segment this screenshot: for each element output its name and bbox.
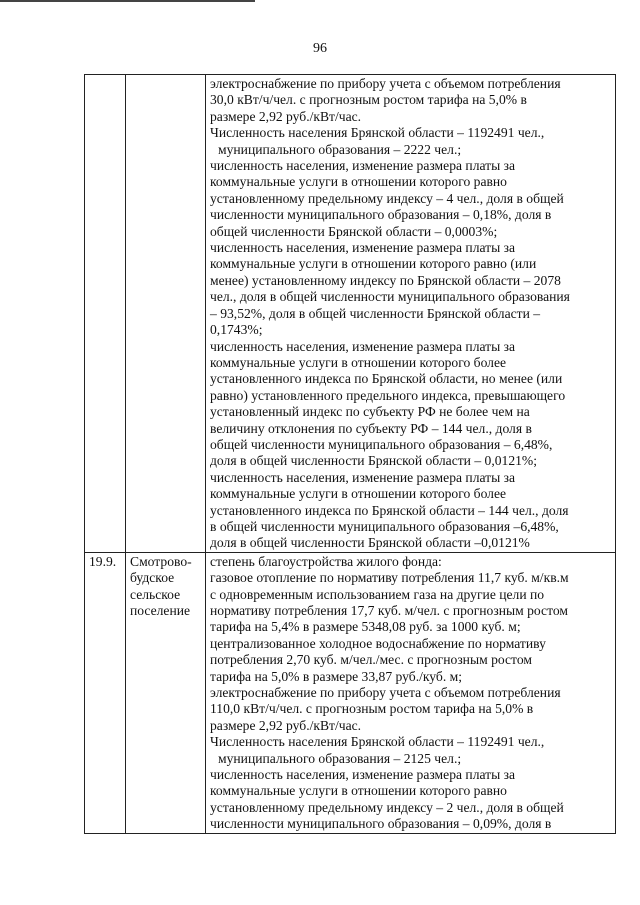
text-line: потребления 2,70 куб. м/чел./мес. с прогнозным ростом [210, 652, 532, 668]
text-line: установленному предельному индексу – 2 чел., доля в общей [210, 799, 564, 815]
text-line: размере 2,92 руб./кВт/час. [210, 717, 362, 733]
settlement-name-cell [126, 75, 206, 553]
text-line: – 93,52%, доля в общей численности Брянской области – [210, 305, 541, 321]
text-line: с одновременным использованием газа на другие цели по [210, 586, 545, 602]
text-line: установленного индекса по Брянской области, но менее (или [210, 371, 563, 387]
text-line: величину отклонения по субъекту РФ – 144 чел., доля в [210, 420, 532, 436]
text-line: коммунальные услуги в отношении которого равно [210, 783, 507, 799]
text-line: доля в общей численности Брянской области –0,0121% [210, 535, 530, 551]
text-line: численности муниципального образования – 0,09%, доля в [210, 816, 552, 832]
text-line: нормативу потребления 17,7 куб. м/чел. с прогнозным ростом [210, 603, 568, 618]
text-line: размере 2,92 руб./кВт/час. [210, 108, 362, 124]
text-line: равно) установленного предельного индекса, превышающего [210, 387, 566, 403]
text-line: численности муниципального образования – 0,18%, доля в [210, 207, 552, 223]
text-line: в общей численности муниципального образования –6,48%, [210, 518, 559, 534]
text-line: сельское [130, 586, 181, 602]
text-line: численность населения, изменение размера платы за [210, 338, 516, 354]
text-line: численность населения, изменение размера платы за [210, 158, 516, 174]
row-number-cell [85, 75, 126, 553]
text-line: газовое отопление по нормативу потребления 11,7 куб. м/кв.м [210, 570, 569, 586]
text-line: муниципального образования – 2125 чел.; [218, 750, 462, 766]
top-rule [0, 0, 255, 2]
text-line: тарифа на 5,0% в размере 33,87 руб./куб. м; [210, 668, 462, 684]
text-line: коммунальные услуги в отношении которого более [210, 354, 507, 370]
text-line: установленного индекса по Брянской области – 144 чел., доля [210, 502, 569, 518]
description-cell [206, 552, 616, 833]
description-cell [206, 75, 616, 553]
row-number [85, 75, 125, 76]
description-text [206, 553, 615, 833]
row-number-cell [85, 552, 126, 833]
text-line: 30,0 кВт/ч/чел. с прогнозным ростом тарифа на 5,0% в [210, 92, 527, 108]
text-line: численность населения, изменение размера платы за [210, 240, 516, 256]
text-line: установленному предельному индексу – 4 чел., доля в общей [210, 190, 564, 206]
text-line: чел., доля в общей численности муниципального образования [210, 289, 570, 305]
text-line: Численность населения Брянской области – 1192491 чел., [210, 734, 545, 750]
text-line: коммунальные услуги в отношении которого равно [210, 174, 507, 190]
table-row [85, 75, 616, 553]
text-line: Смотрово- [130, 553, 192, 569]
text-line: электроснабжение по прибору учета с объемом потребления [210, 685, 561, 701]
text-line: численность населения, изменение размера платы за [210, 767, 516, 783]
settlement-name [126, 75, 205, 76]
text-line: муниципального образования – 2222 чел.; [218, 141, 462, 157]
text-line: доля в общей численности Брянской области – 0,0121%; [210, 453, 538, 469]
document-table [84, 74, 616, 834]
text-line: установленный индекс по субъекту РФ не более чем на [210, 404, 530, 420]
text-line: менее) установленному индексу по Брянской области – 2078 [210, 272, 561, 288]
text-line: общей численности Брянской области – 0,0003%; [210, 223, 498, 239]
description-text [206, 75, 615, 552]
settlement-name-cell [126, 552, 206, 833]
text-line: общей численности муниципального образования – 6,48%, [210, 436, 553, 452]
row-number: 19.9. [89, 553, 117, 569]
text-line: 0,1743%; [210, 322, 263, 338]
text-line: степень благоустройства жилого фонда: [210, 553, 442, 569]
page-number: 96 [313, 41, 327, 56]
table-row [85, 552, 616, 833]
text-line: будское [130, 570, 175, 586]
text-line: коммунальные услуги в отношении которого равно (или [210, 256, 537, 272]
text-line: тарифа на 5,4% в размере 5348,08 руб. за 1000 куб. м; [210, 619, 521, 635]
text-line: численность населения, изменение размера платы за [210, 469, 516, 485]
text-line: электроснабжение по прибору учета с объемом потребления [210, 76, 561, 91]
text-line: централизованное холодное водоснабжение по нормативу [210, 635, 546, 651]
settlement-name [126, 553, 205, 620]
text-line: Численность населения Брянской области – 1192491 чел., [210, 125, 545, 141]
text-line: 110,0 кВт/ч/чел. с прогнозным ростом тарифа на 5,0% в [210, 701, 534, 717]
text-line: поселение [130, 603, 191, 618]
text-line: коммунальные услуги в отношении которого более [210, 486, 507, 502]
